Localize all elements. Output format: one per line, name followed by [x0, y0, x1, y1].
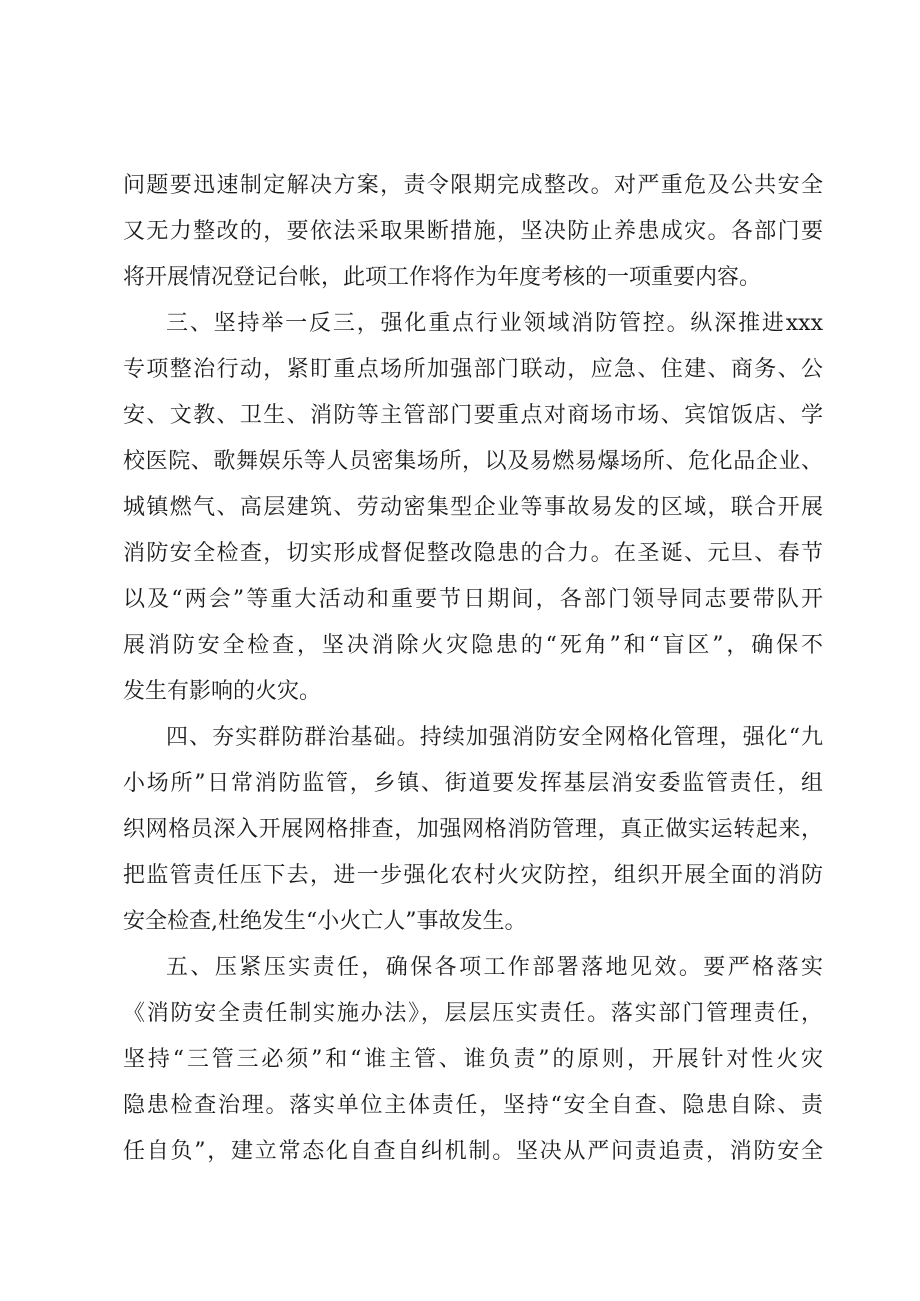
text-line: 城镇燃气、高层建筑、劳动密集型企业等事故易发的区域，联合开展: [123, 495, 823, 520]
text-line: 又无力整改的，要依法采取果断措施，坚决防止养患成灾。各部门要: [123, 219, 823, 244]
text-line: 织网格员深入开展网格排查，加强网格消防管理，真正做实运转起来，: [123, 817, 823, 842]
text-line: 展消防安全检查，坚决消除火灾隐患的“死角”和“盲区”，确保不: [123, 633, 823, 658]
text-line: 消防安全检查，切实形成督促整改隐患的合力。在圣诞、元旦、春节: [123, 541, 823, 566]
text-line: 把监管责任压下去，进一步强化农村火灾防控，组织开展全面的消防: [123, 863, 823, 888]
text-line: 发生有影响的火灾。: [123, 679, 322, 704]
text-line: 安全检查,杜绝发生“小火亡人”事故发生。: [123, 909, 527, 934]
text-line: 问题要迅速制定解决方案，责令限期完成整改。对严重危及公共安全: [123, 173, 823, 198]
text-line: 小场所”日常消防监管，乡镇、街道要发挥基层消安委监管责任，组: [123, 771, 823, 796]
text-line: 将开展情况登记台帐，此项工作将作为年度考核的一项重要内容。: [123, 265, 762, 290]
text-line: 任自负”，建立常态化自查自纠机制。坚决从严问责追责，消防安全: [123, 1139, 823, 1164]
text-line: 四、夯实群防群治基础。持续加强消防安全网格化管理，强化“九: [166, 725, 823, 750]
text-line: 《消防安全责任制实施办法》，层层压实责任。落实部门管理责任，: [123, 1001, 823, 1026]
text-line: 坚持“三管三必须”和“谁主管、谁负责”的原则，开展针对性火灾: [123, 1047, 823, 1072]
text-line: 校医院、歌舞娱乐等人员密集场所，以及易燃易爆场所、危化品企业、: [123, 449, 823, 474]
text-line: 以及“两会”等重大活动和重要节日期间，各部门领导同志要带队开: [123, 587, 823, 612]
text-line: 三、坚持举一反三，强化重点行业领域消防管控。纵深推进xxx: [166, 311, 823, 336]
text-line: 五、压紧压实责任，确保各项工作部署落地见效。要严格落实: [166, 955, 823, 980]
text-line: 隐患检查治理。落实单位主体责任，坚持“安全自查、隐患自除、责: [123, 1093, 823, 1118]
text-line: 安、文教、卫生、消防等主管部门要重点对商场市场、宾馆饭店、学: [123, 403, 823, 428]
text-line: 专项整治行动，紧盯重点场所加强部门联动，应急、住建、商务、公: [123, 357, 823, 382]
